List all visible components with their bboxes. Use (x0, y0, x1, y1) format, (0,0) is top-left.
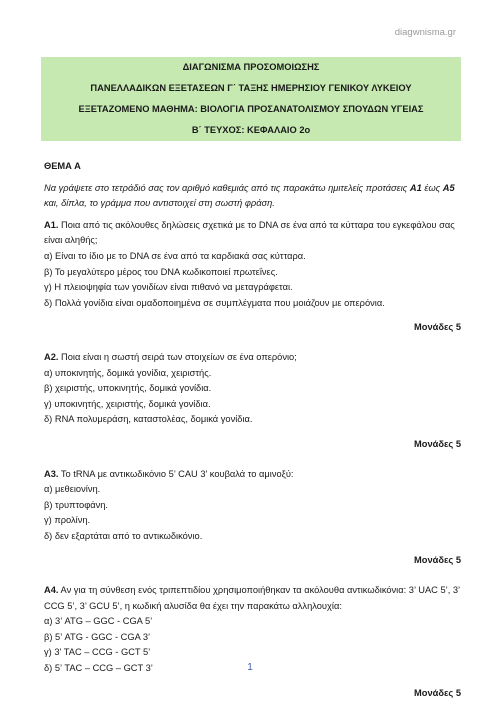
question-text: Αν για τη σύνθεση ενός τριπεπτιδίου χρησιμοποιήθηκαν τα ακόλουθα αντικωδικόνια: 3’ UAC 5’, 3’ CCG 5’, 3’ GCU 5’, η κωδική αλυσίδα θα έχει την παρακάτω αλληλουχία: (44, 585, 460, 611)
marks: Μονάδες 5 (414, 555, 461, 566)
option-d: δ) Πολλά γονίδια είναι ομαδοποιημένα σε συμπλέγματα που μοιάζουν με οπερόνια. (44, 297, 385, 308)
question-text: Το tRNA με αντικωδικόνιο 5’ CAU 3’ κουβαλά το αμινοξύ: (58, 468, 294, 479)
instructions-text-2: έως (421, 182, 443, 193)
banner-subject: ΕΞΕΤΑΖΟΜΕΝΟ ΜΑΘΗΜΑ: ΒΙΟΛΟΓΙΑ ΠΡΟΣΑΝΑΤΟΛΙΣΜΟΥ ΣΠΟΥΔΩΝ ΥΓΕΙΑΣ (78, 104, 424, 114)
option-d: δ) RNA πολυμεράση, καταστολέας, δομικά γονίδια. (44, 414, 253, 425)
banner-volume: Β΄ ΤΕΥΧΟΣ: ΚΕΦΑΛΑΙΟ 2ο (191, 125, 311, 135)
question-stem (44, 583, 464, 614)
section-title: ΘΕΜΑ Α (44, 161, 81, 171)
option-b: β) χειριστής, υποκινητής, δομικά γονίδια. (44, 383, 212, 394)
option-b: β) τρυπτοφάνη. (44, 499, 109, 510)
option-c: γ) προλίνη. (44, 515, 91, 526)
question-a3 (44, 467, 464, 570)
question-stem (44, 350, 464, 366)
option-b: β) 5’ ATG - GGC - CGA 3’ (44, 631, 151, 642)
instructions-a1: Α1 (409, 182, 422, 193)
marks: Μονάδες 5 (414, 687, 461, 698)
option-a: α) Είναι το ίδιο με το DNA σε ένα από τα καρδιακά σας κύτταρα. (44, 250, 306, 261)
option-a: α) υποκινητής, δομικά γονίδια, χειριστής. (44, 367, 212, 378)
question-label: Α1. (44, 219, 59, 230)
instructions-text-3: και, δίπλα, το γράμμα που αντιστοιχεί στη σωστή φράση. (44, 198, 275, 209)
document-body (44, 155, 464, 715)
banner-exam-type: ΠΑΝΕΛΛΑΔΙΚΩΝ ΕΞΕΤΑΣΕΩΝ Γ΄ ΤΑΞΗΣ ΗΜΕΡΗΣΙΟΥ ΓΕΝΙΚΟΥ ΛΥΚΕΙΟΥ (90, 83, 412, 93)
option-b: β) Το μεγαλύτερο μέρος του DNA κωδικοποιεί πρωτεΐνες. (44, 266, 278, 277)
marks: Μονάδες 5 (414, 438, 461, 449)
question-label: Α3. (44, 468, 59, 479)
option-d: δ) 5’ TAC – CCG – GCT 3’ (44, 663, 153, 674)
page-number: 1 (247, 662, 253, 673)
site-url: diagwnisma.gr (394, 27, 456, 38)
question-text: Ποια από τις ακόλουθες δηλώσεις σχετικά με το DNA σε ένα από τα κύτταρα του εγκεφάλου σας είναι αληθής; (44, 219, 455, 246)
question-stem (44, 467, 464, 483)
question-a1 (44, 218, 464, 336)
option-a: α) μεθειονίνη. (44, 484, 101, 495)
marks: Μονάδες 5 (414, 322, 461, 333)
option-a: α) 3’ ATG – GGC - CGA 5’ (44, 616, 153, 627)
option-c: γ) Η πλειοψηφία των γονιδίων είναι πιθανό να μεταγράφεται. (44, 282, 293, 293)
question-stem (44, 218, 464, 249)
instructions-a5: Α5 (442, 182, 455, 193)
option-c: γ) υποκινητής, χειριστής, δομικά γονίδια. (44, 398, 211, 409)
question-label: Α4. (44, 585, 59, 596)
instructions-text-1: Να γράψετε στο τετράδιό σας τον αριθμό καθεμιάς από τις παρακάτω ημιτελείς προτάσεις (44, 182, 410, 193)
question-text: Ποια είναι η σωστή σειρά των στοιχείων σε ένα οπερόνιο; (58, 351, 297, 362)
exam-header-banner (41, 57, 461, 141)
option-d: δ) δεν εξαρτάται από το αντικωδικόνιο. (44, 530, 203, 541)
question-label: Α2. (44, 351, 59, 362)
option-c: γ) 3’ TAC – CCG - GCT 5’ (44, 647, 151, 658)
question-a4 (44, 583, 464, 701)
banner-title: ΔΙΑΓΩΝΙΣΜΑ ΠΡΟΣΟΜΟΙΩΣΗΣ (182, 62, 320, 72)
question-a2 (44, 350, 464, 453)
instructions (44, 181, 464, 212)
